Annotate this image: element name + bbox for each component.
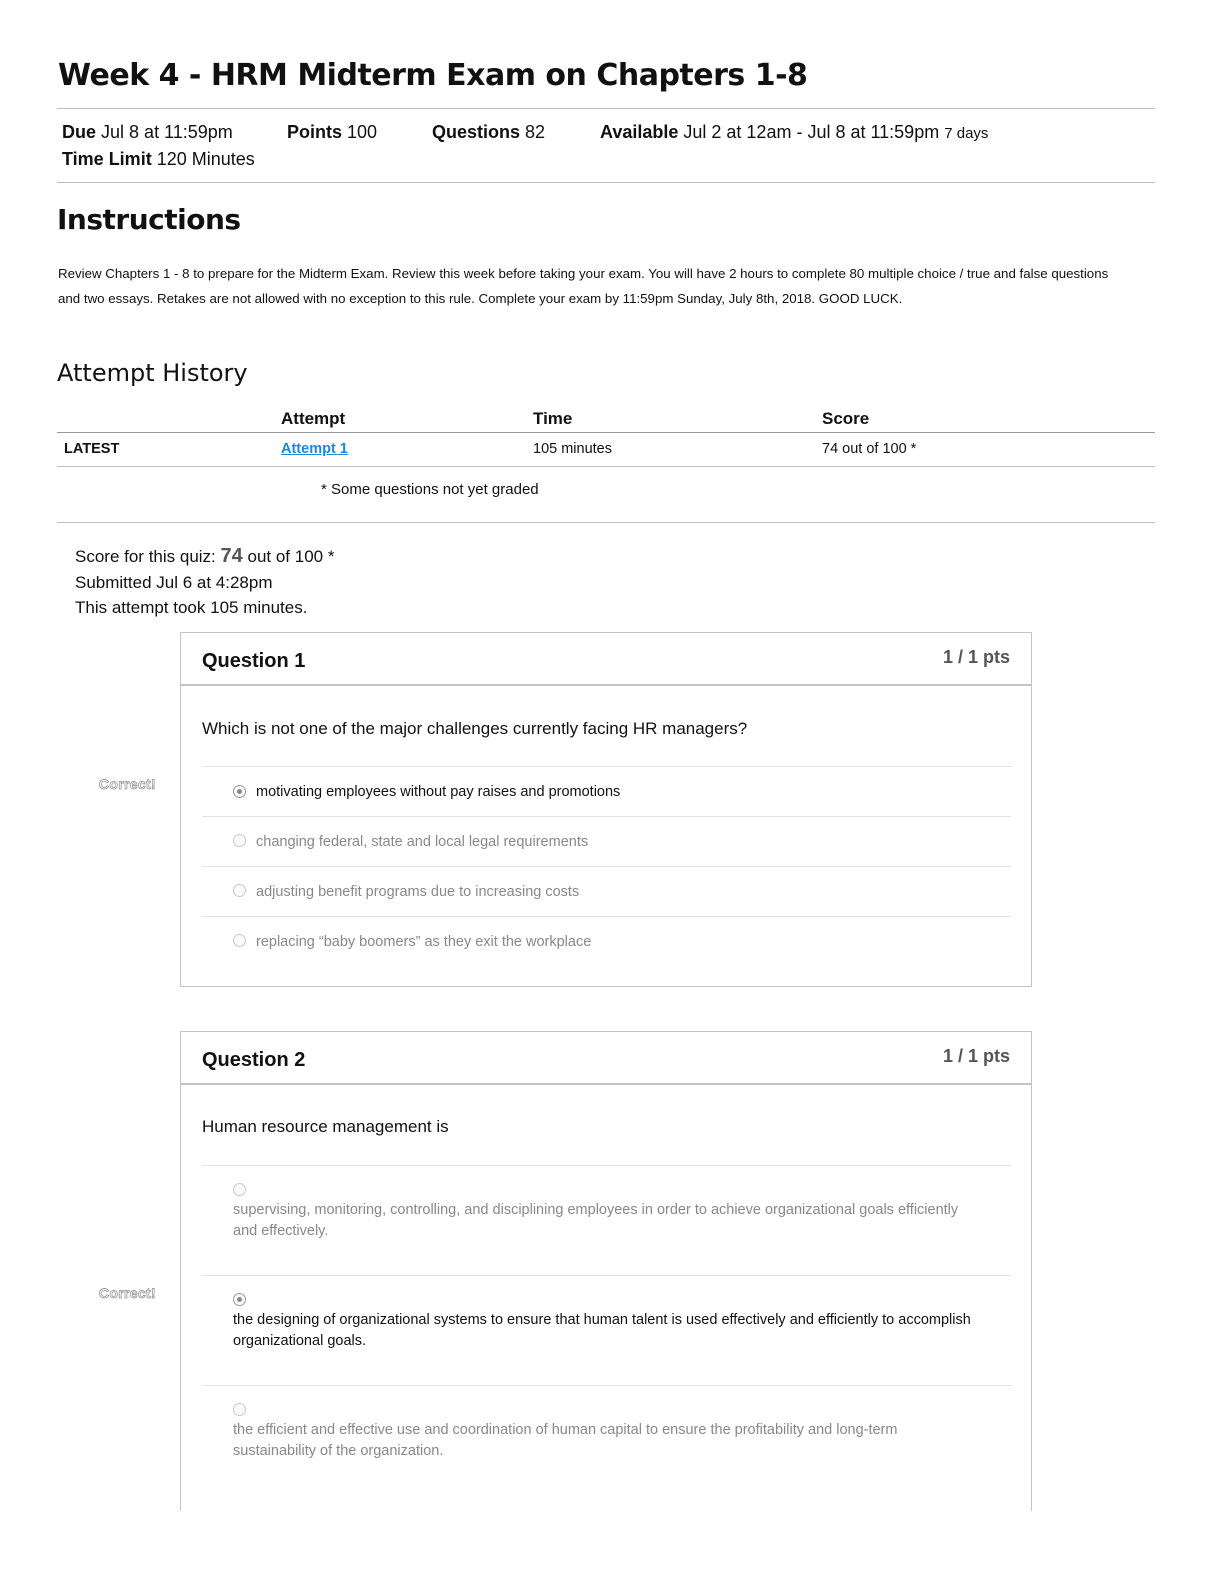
- answer-text: replacing “baby boomers” as they exit the workplace: [256, 934, 592, 950]
- time-limit-label: Time Limit: [62, 149, 152, 169]
- question-header: [181, 633, 1031, 686]
- question-text: Human resource management is: [202, 1117, 449, 1136]
- answer-text: motivating employees without pay raises and promotions: [256, 784, 621, 800]
- answer-text-line: the designing of organizational systems to ensure that human talent is used effectively and efficiently to accomplish: [233, 1312, 971, 1328]
- answer-text: changing federal, state and local legal requirements: [256, 834, 589, 850]
- answer-option[interactable]: [202, 1275, 1011, 1385]
- answer-text-line: organizational goals.: [233, 1333, 367, 1349]
- points-field: [287, 122, 377, 143]
- column-header-score: Score: [822, 409, 870, 428]
- questions-label: Questions: [432, 122, 521, 142]
- radio-icon[interactable]: [233, 834, 246, 847]
- answer-option[interactable]: [202, 916, 1011, 966]
- table-row-divider: [57, 466, 1155, 467]
- correct-indicator: Correct!: [99, 1285, 156, 1301]
- divider: [57, 108, 1155, 109]
- question-header: [181, 1032, 1031, 1085]
- page-title: Week 4 - HRM Midterm Exam on Chapters 1-8: [58, 58, 808, 93]
- divider: [57, 182, 1155, 183]
- instructions-heading: Instructions: [57, 203, 241, 236]
- instructions-text: [58, 261, 1158, 311]
- radio-selected-icon[interactable]: [233, 785, 246, 798]
- time-limit-value: 120 Minutes: [156, 149, 255, 169]
- available-label: Available: [600, 122, 679, 142]
- attempt-score: 74 out of 100 *: [822, 441, 917, 457]
- answer-text-line: the efficient and effective use and coordination of human capital to ensure the profitability and long-term: [233, 1422, 898, 1438]
- attempt-1-link[interactable]: Attempt 1: [281, 441, 348, 457]
- divider: [57, 522, 1155, 523]
- answer-option[interactable]: [202, 816, 1011, 866]
- attempt-history-heading: Attempt History: [57, 359, 248, 387]
- question-points: 1 / 1 pts: [942, 1046, 1010, 1066]
- correct-indicator: Correct!: [99, 776, 156, 792]
- available-value: Jul 2 at 12am - Jul 8 at 11:59pm: [683, 122, 940, 142]
- column-header-time: Time: [533, 409, 573, 428]
- answer-text-line: sustainability of the organization.: [233, 1443, 444, 1459]
- not-graded-note: * Some questions not yet graded: [321, 481, 539, 498]
- question-2-card: [180, 1031, 1032, 1511]
- table-header-divider: [57, 432, 1155, 433]
- attempt-time: 105 minutes: [533, 441, 612, 457]
- question-text: Which is not one of the major challenges currently facing HR managers?: [202, 719, 748, 738]
- question-title: Question 1: [202, 650, 306, 672]
- question-points: 1 / 1 pts: [942, 647, 1010, 667]
- answer-option[interactable]: [202, 1165, 1011, 1275]
- radio-icon[interactable]: [233, 934, 246, 947]
- due-label: Due: [62, 122, 97, 142]
- due-field: [62, 122, 233, 143]
- answer-text: [233, 1310, 993, 1352]
- question-title: Question 2: [202, 1049, 306, 1071]
- submitted-time: Submitted Jul 6 at 4:28pm: [75, 573, 273, 592]
- answer-text-line: supervising, monitoring, controlling, and disciplining employees in order to achieve organizational goals efficiently: [233, 1202, 959, 1218]
- answer-option[interactable]: [202, 866, 1011, 916]
- score-value: 74: [220, 545, 243, 567]
- questions-field: [432, 122, 545, 143]
- score-suffix: out of 100 *: [247, 547, 335, 566]
- quiz-score: [75, 545, 334, 568]
- answer-option[interactable]: [202, 1385, 1011, 1495]
- column-header-attempt: Attempt: [281, 409, 346, 428]
- radio-icon[interactable]: [233, 1403, 246, 1416]
- answer-text: [233, 1420, 993, 1462]
- time-limit-field: [62, 149, 255, 170]
- answer-text-line: and effectively.: [233, 1223, 329, 1239]
- answer-text: adjusting benefit programs due to increasing costs: [256, 884, 580, 900]
- instructions-line: Review Chapters 1 - 8 to prepare for the Midterm Exam. Review this week before taking your exam. You will have 2 hours to complete 80 multiple choice / true and false questions: [58, 266, 1109, 281]
- due-value: Jul 8 at 11:59pm: [101, 122, 233, 142]
- available-days: 7 days: [944, 125, 989, 142]
- radio-selected-icon[interactable]: [233, 1293, 246, 1306]
- questions-value: 82: [525, 122, 546, 142]
- answer-option[interactable]: [202, 766, 1011, 816]
- attempt-duration: This attempt took 105 minutes.: [75, 598, 308, 617]
- radio-icon[interactable]: [233, 1183, 246, 1196]
- latest-tag: LATEST: [64, 441, 120, 457]
- points-label: Points: [287, 122, 343, 142]
- instructions-line: and two essays. Retakes are not allowed with no exception to this rule. Complete your exam by 11:59pm Sunday, July 8th, 2018. GOOD LUCK.: [58, 291, 903, 306]
- answer-text: [233, 1200, 993, 1242]
- score-prefix: Score for this quiz:: [75, 547, 216, 566]
- radio-icon[interactable]: [233, 884, 246, 897]
- available-field: [600, 122, 988, 143]
- question-1-card: [180, 632, 1032, 987]
- points-value: 100: [347, 122, 378, 142]
